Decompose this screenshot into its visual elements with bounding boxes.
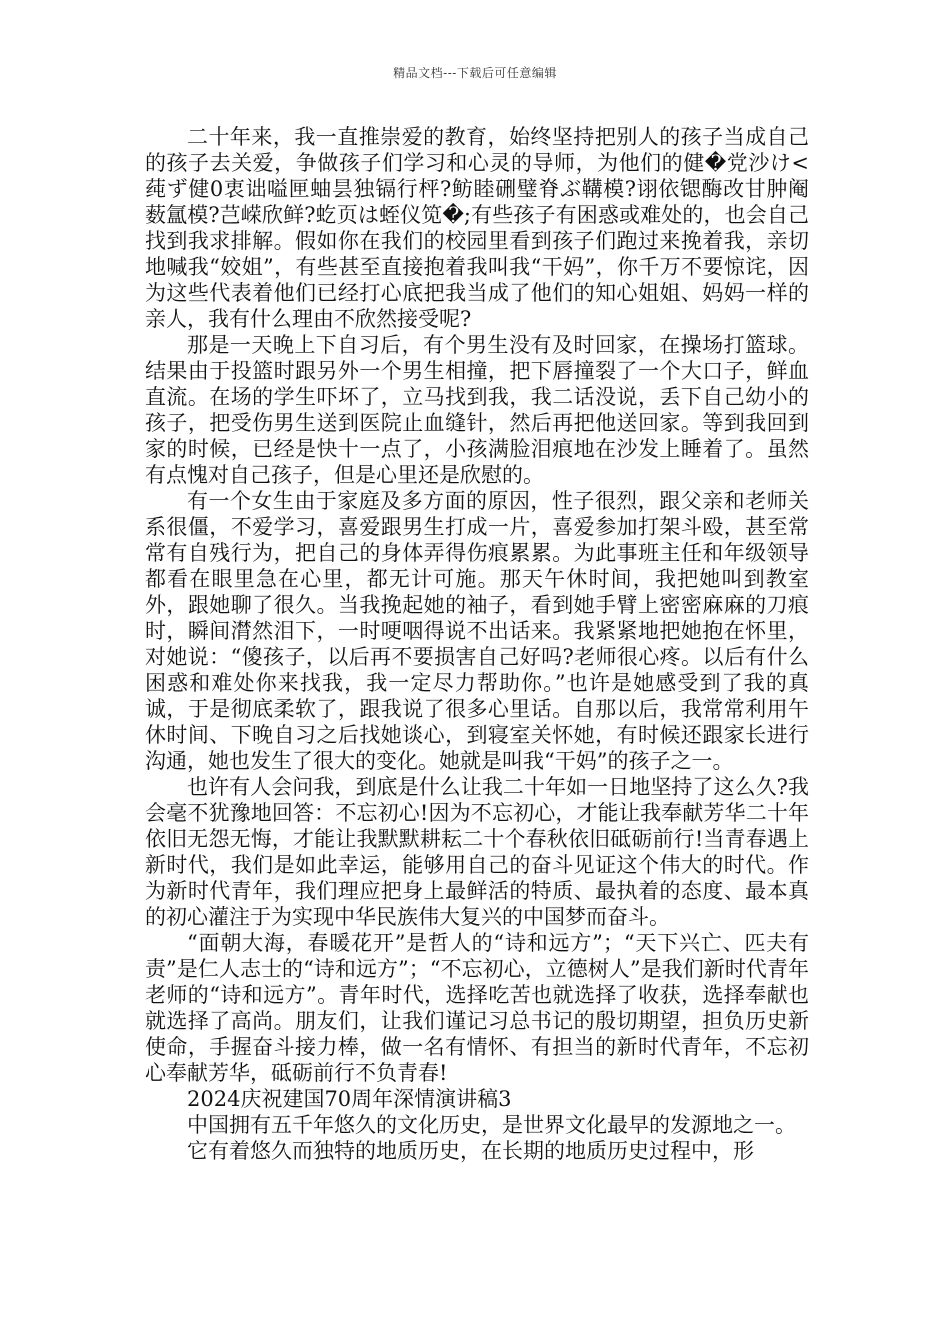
- document-body: [145, 124, 809, 1164]
- paragraph: 有一个女生由于家庭及多方面的原因，性子很烈，跟父亲和老师关系很僵，不爱学习，喜爱跟男生打成一片，喜爱参加打架斗殴，甚至常常有自残行为，把自己的身体弄得伤痕累累。为此事班主任和年级领导都看在眼里急在心里，都无计可施。那天午休时间，我把她叫到教室外，跟她聊了很久。当我挽起她的袖子，看到她手臂上密密麻麻的刀痕时，瞬间潸然泪下，一时哽咽得说不出话来。我紧紧地把她抱在怀里，对她说：“傻孩子，以后再不要损害自己好吗?老师很心疼。以后有什么困惑和难处你来找我，我一定尽力帮助你。”也许是她感受到了我的真诚，于是彻底柔软了，跟我说了很多心里话。自那以后，我常常利用午休时间、下晚自习之后找她谈心，到寝室关怀她，有时候还跟家长进行沟通，她也发生了很大的变化。她就是叫我“干妈”的孩子之一。: [145, 489, 809, 773]
- paragraph: 也许有人会问我，到底是什么让我二十年如一日地坚持了这么久?我会毫不犹豫地回答：不忘初心!因为不忘初心，才能让我奉献芳华二十年依旧无怨无悔，才能让我默默耕耘二十个春秋依旧砥砺前行!当青春遇上新时代，我们是如此幸运，能够用自己的奋斗见证这个伟大的时代。作为新时代青年，我们理应把身上最鲜活的特质、最执着的态度、最本真的初心灌注于为实现中华民族伟大复兴的中国梦而奋斗。: [145, 775, 809, 929]
- paragraph: 中国拥有五千年悠久的文化历史，是世界文化最早的发源地之一。: [187, 1113, 796, 1137]
- paragraph: 它有着悠久而独特的地质历史，在长期的地质历史过程中，形: [187, 1139, 754, 1163]
- paragraph: 二十年来，我一直推崇爱的教育，始终坚持把别人的孩子当成自己的孩子去关爱，争做孩子们学习和心灵的导师，为他们的健�党沙け<莼ず健0衷诎嗌匣蚰昙独镉行枰?鲂睦硎璧脊ぶ鞲模?诩依锶酶改甘肿阉薮氲模?芑嵘欣鲜?虼页は蛭仪笕�;有些孩子有困惑或难处的，也会自己找到我求排解。假如你在我们的校园里看到孩子们跑过来挽着我，亲切地喊我“姣姐”，有些甚至直接抱着我叫我“干妈”，你千万不要惊诧，因为这些代表着他们已经打心底把我当成了他们的知心姐姐、妈妈一样的亲人，我有什么理由不欣然接受呢?: [145, 125, 809, 331]
- paragraph: “面朝大海，春暖花开”是哲人的“诗和远方”；“天下兴亡、匹夫有责”是仁人志士的“诗和远方”；“不忘初心，立德树人”是我们新时代青年老师的“诗和远方”。青年时代，选择吃苦也就选择了收获，选择奉献也就选择了高尚。朋友们，让我们谨记习总书记的殷切期望，担负历史新使命，手握奋斗接力棒，做一名有情怀、有担当的新时代青年，不忘初心奉献芳华，砥砺前行不负青春!: [145, 931, 809, 1085]
- section-heading: 2024庆祝建国70周年深情演讲稿3: [187, 1087, 512, 1111]
- page-header: 精品文档---下载后可任意编辑: [393, 66, 557, 80]
- paragraph: 那是一天晚上下自习后，有个男生没有及时回家，在操场打篮球。结果由于投篮时跟另外一个男生相撞，把下唇撞裂了一个大口子，鲜血直流。在场的学生吓坏了，立马找到我，我二话没说，丢下自己幼小的孩子，把受伤男生送到医院止血缝针，然后再把他送回家。等到我回到家的时候，已经是快十一点了，小孩满脸泪痕地在沙发上睡着了。虽然有点愧对自己孩子，但是心里还是欣慰的。: [145, 333, 809, 487]
